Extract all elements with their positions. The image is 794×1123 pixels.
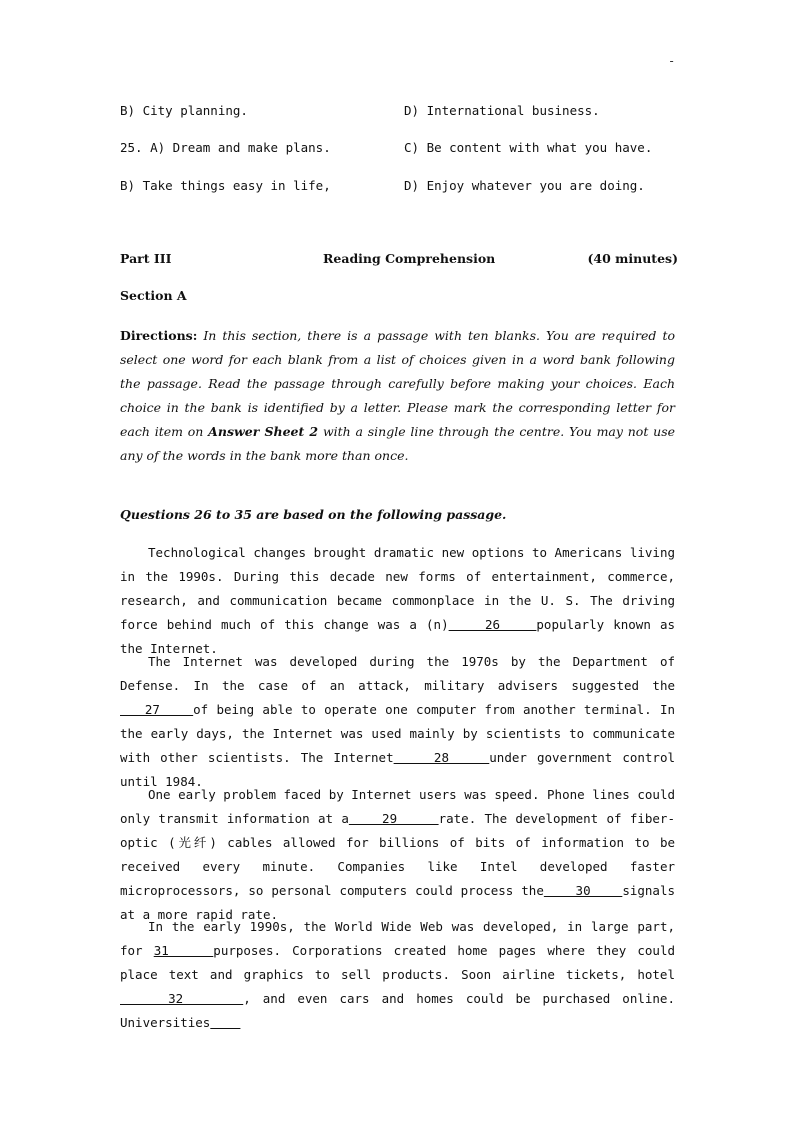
passage-text: In the early 1990s, the World Wide Web was developed, in large part, for [120,919,675,958]
option-row [120,140,680,158]
blank-31: 31 [153,943,214,958]
option-left: B) City planning. [120,103,248,118]
part-header [120,251,680,269]
passage-text: One early problem faced by Internet users was speed. Phone lines could only transmit information at a [120,787,675,826]
option-right: D) Enjoy whatever you are doing. [404,178,645,193]
passage-text: popularly known as the Internet. [120,617,675,656]
blank-32: 32 [120,991,244,1006]
blank-27: 27 [120,702,194,717]
part-label: Part III [120,251,172,266]
blank-28: 28 [393,750,490,765]
option-left: B) Take things easy in life, [120,178,331,193]
part-time: (40 minutes) [587,251,678,266]
passage-paragraph-1 [120,541,675,661]
passage-text: under government control until 1984. [120,750,675,789]
passage-text: , and even cars and homes could be purchased online. Universities [120,991,675,1030]
blank-26: 26 [448,617,537,632]
option-row [120,178,680,196]
passage-text: of being able to operate one computer from another terminal. In the early days, the Internet was used mainly by scientists to communicate with other scientists. The Internet [120,702,676,765]
option-left: 25. A) Dream and make plans. [120,140,331,155]
option-right: C) Be content with what you have. [404,140,653,155]
section-title: Section A [120,288,187,303]
part-title: Reading Comprehension [323,251,496,266]
directions-text: with a single line through the centre. You may not use any of the words in the bank more than once. [120,424,676,463]
passage-text: Technological changes brought dramatic new options to Americans living in the 1990s. During this decade new forms of entertainment, commerce, research, and communication became commonplace in the U. S. The driving force behind much of this change was a (n) [120,545,675,632]
passage-paragraph-4 [120,915,675,1035]
passage-paragraph-2 [120,650,675,794]
corner-mark: - [668,54,676,68]
passage-text: rate. The development of fiber-optic (光纤) cables allowed for billions of bits of information to be received every minute. Companies like Intel developed faster microprocessors, so personal computers could process the [120,811,675,898]
blank-30: 30 [543,883,623,898]
blank-29: 29 [348,811,439,826]
blank-33 [210,1015,240,1030]
passage-text: signals at a more rapid rate. [120,883,675,922]
passage-text: The Internet was developed during the 1970s by the Department of Defense. In the case of an attack, military advisers suggested the [120,654,675,693]
passage-paragraph-3 [120,783,675,927]
answer-sheet-ref: Answer Sheet 2 [208,424,319,439]
directions-label: Directions: [120,328,198,343]
directions-text: In this section, there is a passage with ten blanks. You are required to select one word for each blank from a list of choices given in a word bank following the passage. Read the passage through carefully before making your choices. Each choice in the bank is identified by a letter. Please mark the corresponding letter for each item on [120,328,675,439]
passage-text: purposes. Corporations created home pages where they could place text and graphics to sell products. Soon airline tickets, hotel [120,943,676,982]
directions [120,324,675,468]
questions-heading: Questions 26 to 35 are based on the following passage. [120,507,507,522]
option-right: D) International business. [404,103,600,118]
option-row [120,103,680,121]
